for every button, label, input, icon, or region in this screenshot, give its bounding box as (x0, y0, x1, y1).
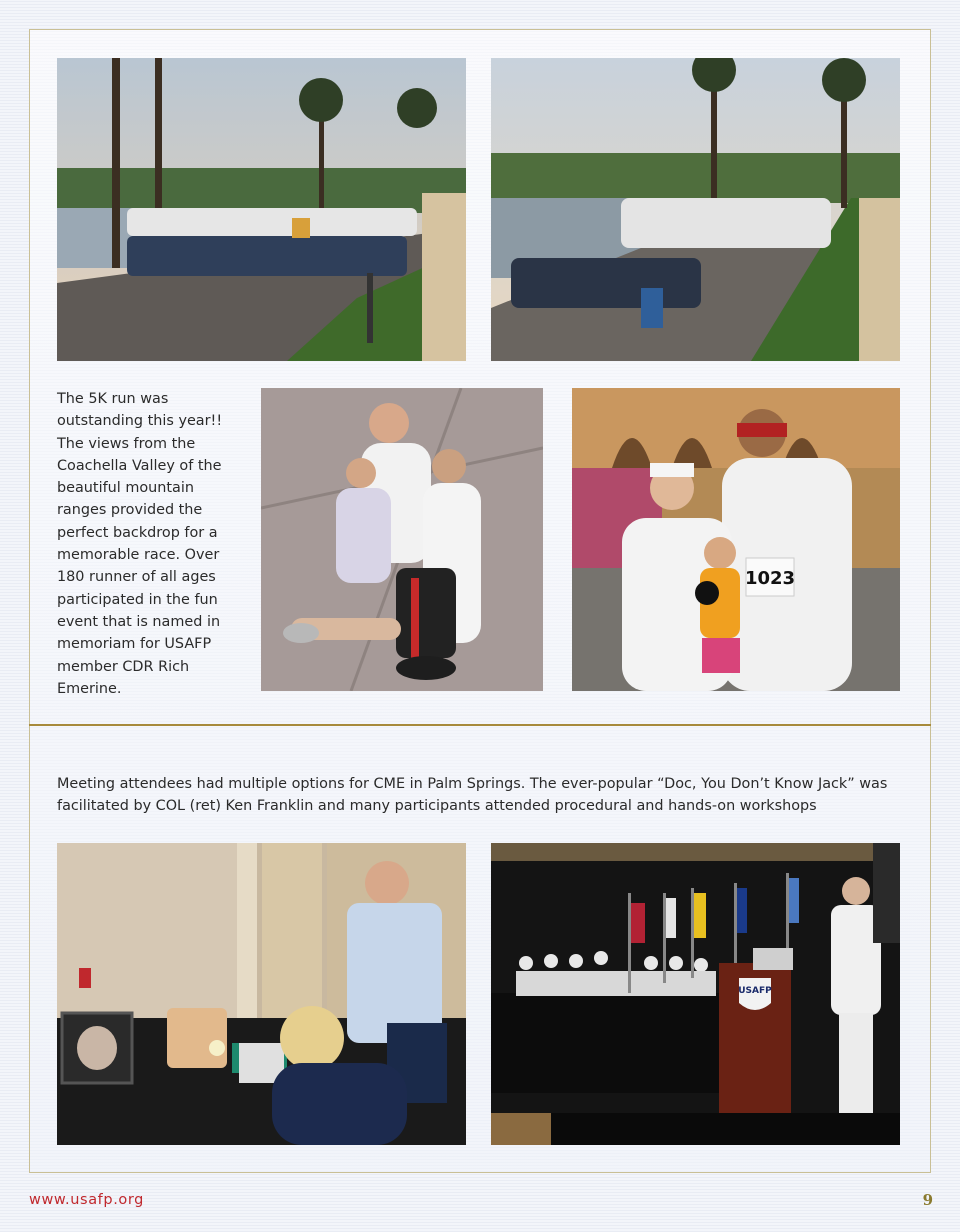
run-caption: The 5K run was outstanding this year!! The views from the Coachella Valley of the beautiful mountain ranges provided the perfect backdrop for a memorable race. Over 180 runner of all ages participated in the fun event that is named in memoriam for USAFP member CDR Rich Emerine. (57, 391, 223, 697)
bib-number: 1023 (744, 568, 796, 589)
photo-family-bib (572, 388, 900, 691)
section-divider (29, 724, 931, 726)
photo-runners-pond (491, 58, 900, 361)
podium-label: USAFP (738, 986, 772, 996)
cme-caption: Meeting attendees had multiple options for CME in Palm Springs. The ever-popular “Doc, You Don’t Know Jack” was facilitated by COL (ret) Ken Franklin and many participants attended procedural and hands-on workshops (57, 776, 888, 815)
photo-panel-stage (491, 843, 900, 1145)
photo-father-children (261, 388, 543, 691)
website-url[interactable]: www.usafp.org (29, 1192, 144, 1208)
photo-race-start (57, 58, 466, 361)
page-number: 9 (922, 1191, 933, 1209)
photo-workshop (57, 843, 466, 1145)
